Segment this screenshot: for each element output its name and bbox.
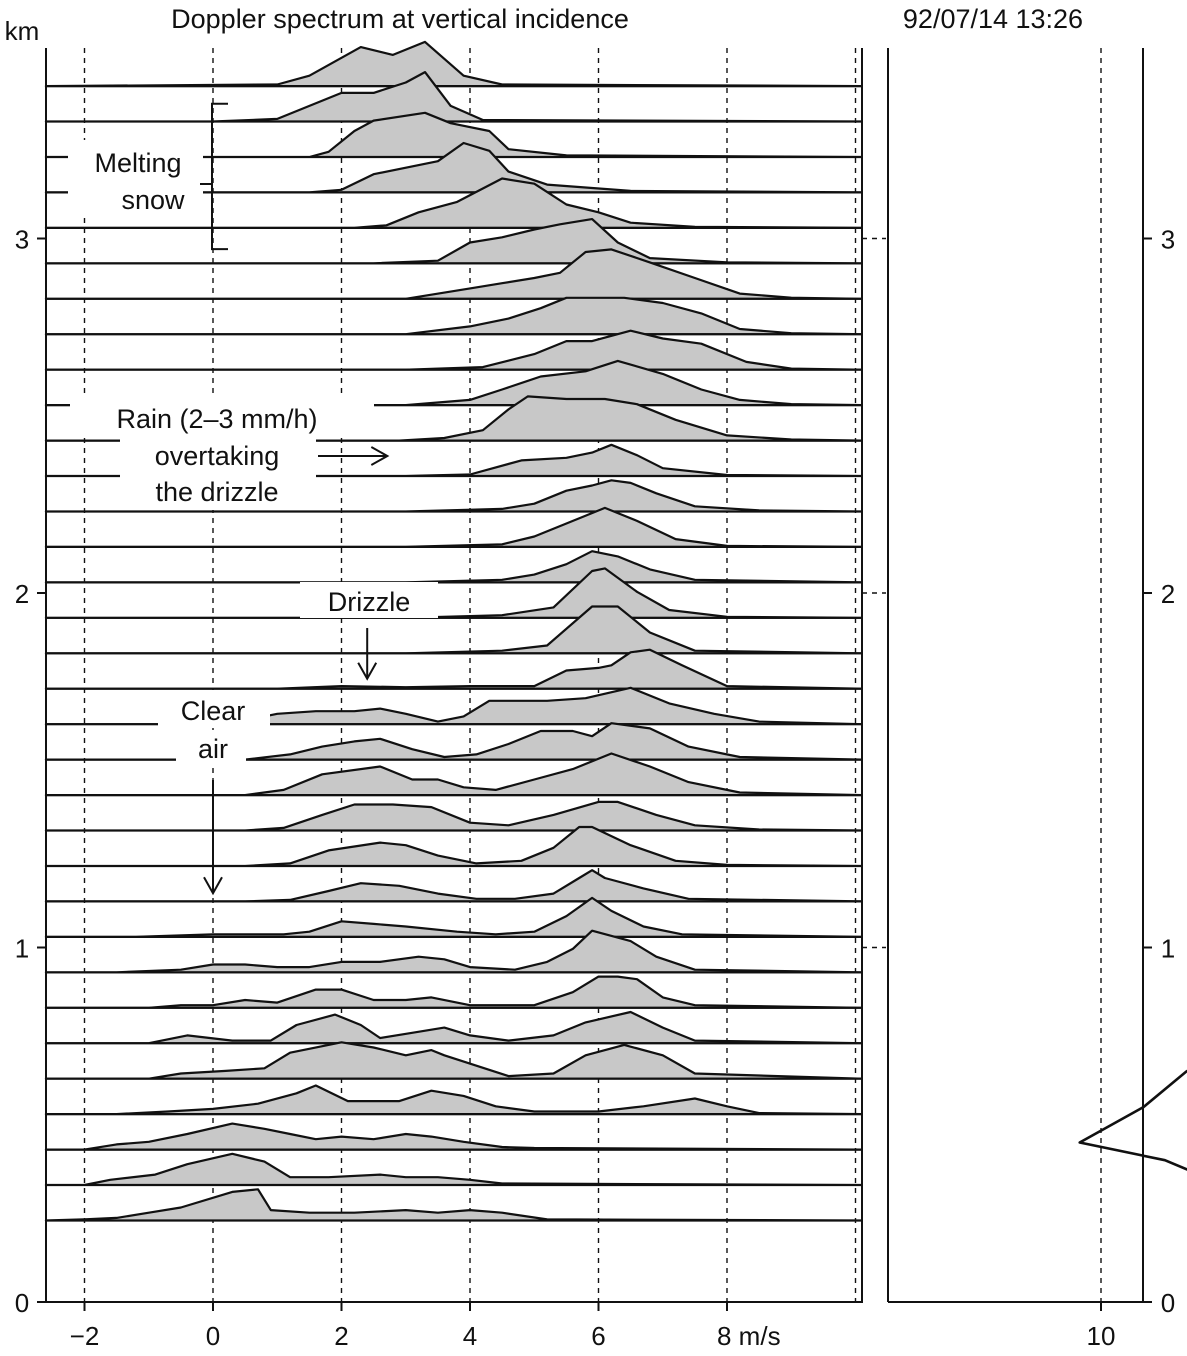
spectrum-21 [46,802,862,831]
profile-xtick-label-10: 10 [1086,1321,1116,1351]
spectrum-29 [46,1086,862,1115]
spectrum-7 [46,298,862,334]
spectrum-27 [46,1012,862,1043]
chart-title: Doppler spectrum at vertical incidence [171,4,629,34]
profile-title: 92/07/14 13:26 [902,4,1084,34]
spectrum-panel [46,42,862,1221]
spectrum-13 [46,508,862,547]
clear-air-label-line1: Clear [180,696,246,726]
titles [171,4,1083,34]
spectrum-8 [46,331,862,370]
spectrum-31 [46,1154,862,1185]
melting-snow-label-line2: snow [121,185,185,215]
spectrum-28 [46,1042,862,1078]
left-ytick-label-2: 2 [14,579,30,609]
xtick-label-4: 4 [462,1321,478,1351]
spectrum-23 [46,870,862,901]
left-ytick-label-3: 3 [14,224,30,255]
right-ytick-label-1: 1 [1160,933,1176,964]
xtick-label-6: 6 [591,1321,606,1351]
spectrum-16 [46,607,862,654]
reflectivity-panel [1080,44,1187,1232]
rain-label-line2: overtaking [154,441,280,471]
spectrum-19 [46,723,862,759]
spectrum-32 [46,1189,862,1220]
clear-air-label-line2: air [197,734,229,764]
y-unit-label: km [4,16,40,46]
melting-snow-label-line1: Melting [94,148,182,178]
spectrum-17 [46,650,862,689]
spectrum-14 [46,551,862,582]
spectrum-15 [46,568,862,617]
drizzle-label: Drizzle [327,587,411,617]
xtick-label--2: −2 [69,1321,100,1351]
reflectivity-profile [1080,44,1187,1232]
right-ytick-label-0: 0 [1160,1288,1176,1318]
spectrum-24 [46,898,862,937]
xtick-label-0: 0 [205,1321,221,1351]
spectrum-22 [46,827,862,866]
right-ytick-label-2: 2 [1160,579,1176,609]
xtick-label-8: 8 m/s [717,1321,781,1351]
rain-label-line1: Rain (2–3 mm/h) [116,404,318,434]
right-ytick-label-3: 3 [1160,224,1176,255]
rain-label-line3: the drizzle [155,477,279,507]
left-ytick-label-1: 1 [14,933,30,964]
spectrum-0 [46,42,862,86]
xtick-label-2: 2 [334,1321,349,1351]
spectrum-30 [46,1124,862,1150]
left-ytick-label-0: 0 [14,1288,30,1318]
spectrum-26 [46,977,862,1008]
